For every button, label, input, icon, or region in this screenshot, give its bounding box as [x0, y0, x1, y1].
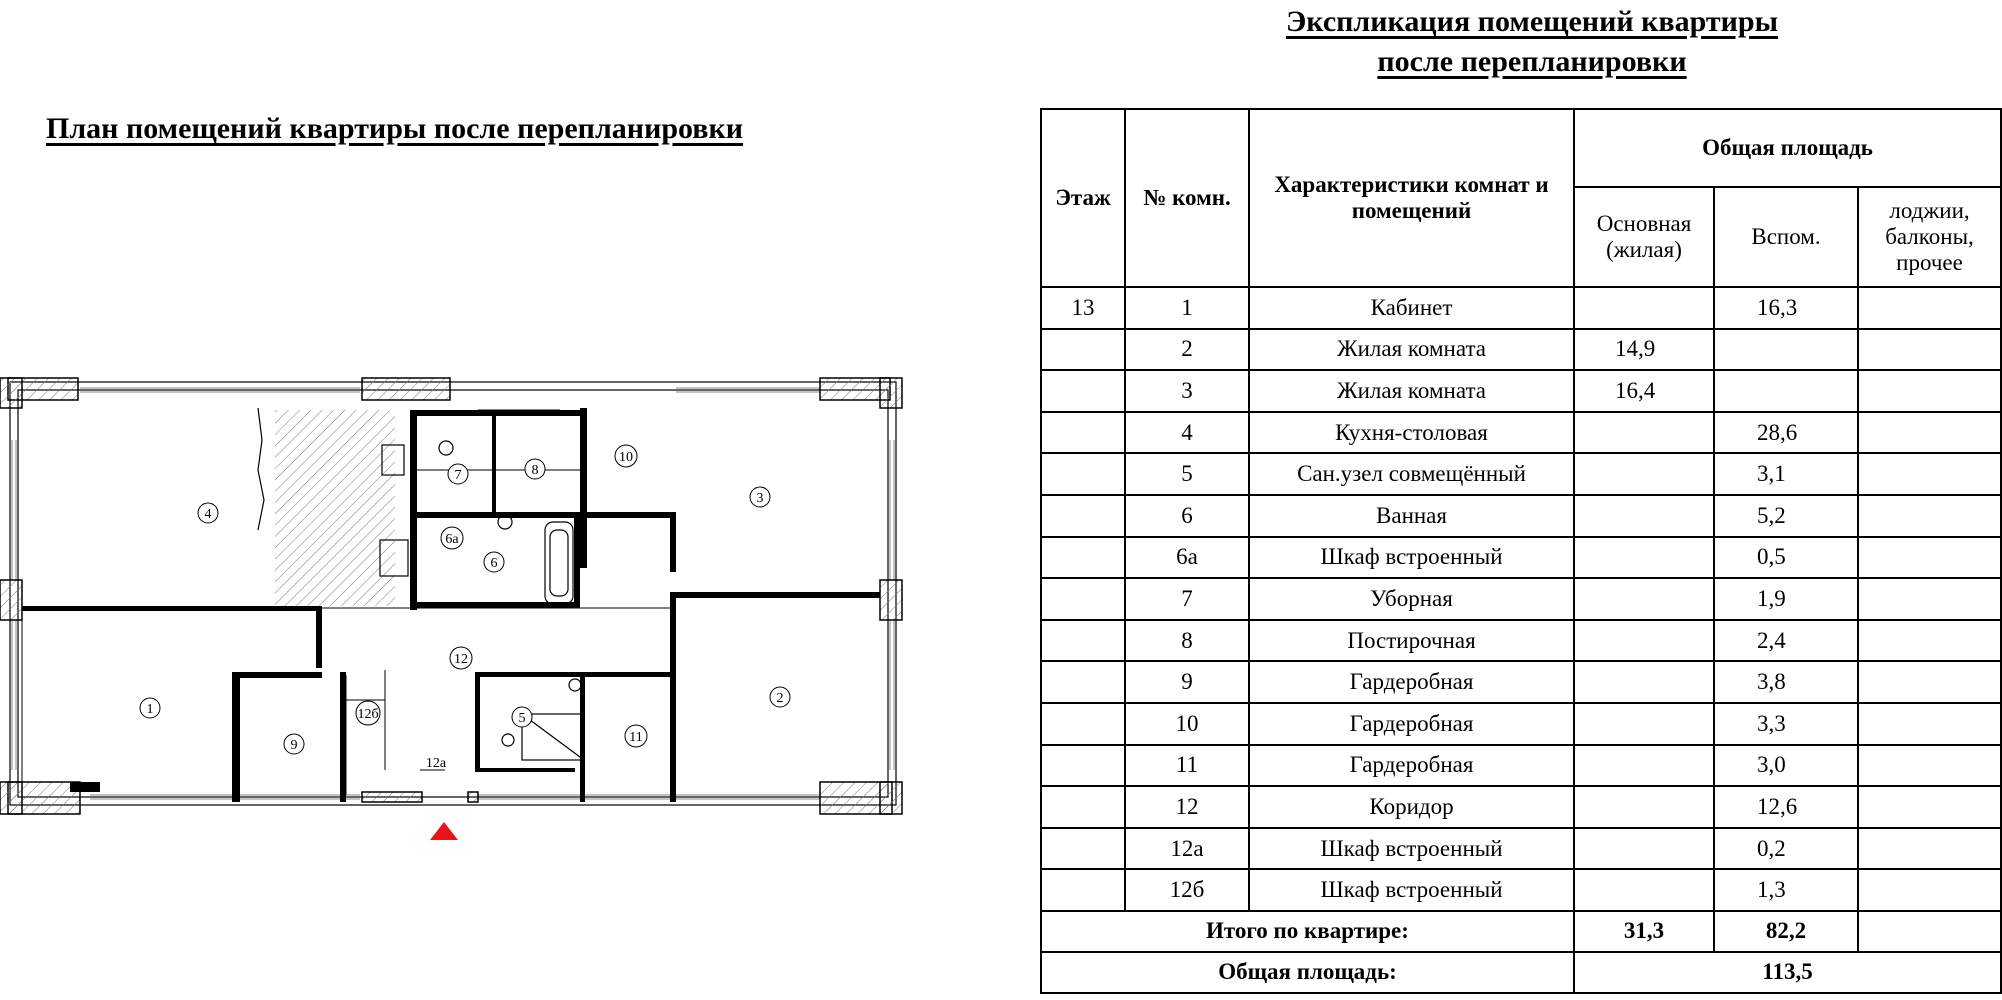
cell-aux: 3,0 [1714, 745, 1858, 787]
cell-main [1574, 786, 1714, 828]
cell-floor [1041, 329, 1125, 371]
cell-other [1858, 786, 2001, 828]
header-room-no: № комн. [1125, 109, 1249, 287]
cell-other [1858, 745, 2001, 787]
cell-no: 9 [1125, 661, 1249, 703]
svg-text:12б: 12б [357, 707, 379, 722]
cell-no: 12а [1125, 828, 1249, 870]
table-row [1041, 453, 2001, 495]
table-row [1041, 869, 2001, 911]
table-row [1041, 661, 2001, 703]
svg-text:2: 2 [776, 691, 784, 706]
cell-other [1858, 828, 2001, 870]
cell-no: 6а [1125, 537, 1249, 579]
table-row [1041, 495, 2001, 537]
svg-text:8: 8 [531, 463, 539, 478]
cell-aux: 5,2 [1714, 495, 1858, 537]
cell-name: Шкаф встроенный [1249, 869, 1574, 911]
overall-value: 113,5 [1574, 952, 2001, 993]
cell-no: 8 [1125, 620, 1249, 662]
cell-floor [1041, 495, 1125, 537]
room-label-9 [284, 734, 304, 754]
table-row [1041, 828, 2001, 870]
room-label-12 [450, 647, 472, 669]
cell-aux: 16,3 [1714, 287, 1858, 329]
cell-floor [1041, 412, 1125, 454]
cell-other [1858, 370, 2001, 412]
table-row [1041, 786, 2001, 828]
cell-main [1574, 661, 1714, 703]
svg-text:12а: 12а [425, 756, 447, 771]
overall-row [1041, 952, 2001, 993]
cell-aux: 3,1 [1714, 453, 1858, 495]
cell-no: 10 [1125, 703, 1249, 745]
cell-name: Коридор [1249, 786, 1574, 828]
explication-table [1040, 108, 2002, 994]
cell-main [1574, 828, 1714, 870]
cell-floor: 13 [1041, 287, 1125, 329]
cell-name: Кухня-столовая [1249, 412, 1574, 454]
room-label-5 [512, 707, 532, 727]
entrance-marker [430, 822, 458, 840]
cell-aux: 3,3 [1714, 703, 1858, 745]
explication-title-line2: после перепланировки [1377, 45, 1687, 78]
cell-floor [1041, 370, 1125, 412]
cell-main [1574, 537, 1714, 579]
cell-main [1574, 620, 1714, 662]
cell-no: 4 [1125, 412, 1249, 454]
table-row [1041, 537, 2001, 579]
cell-aux: 12,6 [1714, 786, 1858, 828]
table-row [1041, 620, 2001, 662]
cell-aux: 1,9 [1714, 578, 1858, 620]
svg-text:9: 9 [290, 738, 298, 753]
cell-floor [1041, 745, 1125, 787]
header-main: Основная (жилая) [1574, 187, 1714, 287]
cell-floor [1041, 703, 1125, 745]
header-floor: Этаж [1041, 109, 1125, 287]
svg-text:1: 1 [146, 702, 154, 717]
room-label-3 [750, 487, 770, 507]
cell-no: 3 [1125, 370, 1249, 412]
cell-no: 11 [1125, 745, 1249, 787]
cell-aux [1714, 329, 1858, 371]
room-label-10 [615, 445, 637, 467]
total-other [1858, 911, 2001, 952]
cell-floor [1041, 578, 1125, 620]
cell-aux [1714, 370, 1858, 412]
header-aux: Вспом. [1714, 187, 1858, 287]
cell-floor [1041, 453, 1125, 495]
svg-text:5: 5 [518, 711, 526, 726]
table-row [1041, 745, 2001, 787]
cell-floor [1041, 869, 1125, 911]
cell-other [1858, 620, 2001, 662]
table-row [1041, 370, 2001, 412]
cell-name: Кабинет [1249, 287, 1574, 329]
svg-text:3: 3 [756, 491, 764, 506]
cell-no: 5 [1125, 453, 1249, 495]
room-label-2 [770, 687, 790, 707]
plan-title: План помещений квартиры после перепланировки [46, 112, 744, 145]
table-row [1041, 412, 2001, 454]
svg-text:11: 11 [629, 730, 643, 745]
cell-aux: 1,3 [1714, 869, 1858, 911]
cell-main [1574, 287, 1714, 329]
cell-aux: 2,4 [1714, 620, 1858, 662]
table-row [1041, 287, 2001, 329]
cell-name: Постирочная [1249, 620, 1574, 662]
cell-aux: 28,6 [1714, 412, 1858, 454]
room-label-7 [448, 464, 468, 484]
svg-text:6: 6 [490, 556, 498, 571]
cell-other [1858, 703, 2001, 745]
table-row [1041, 578, 2001, 620]
cell-other [1858, 287, 2001, 329]
cell-aux: 0,5 [1714, 537, 1858, 579]
cell-name: Гардеробная [1249, 745, 1574, 787]
cell-name: Гардеробная [1249, 703, 1574, 745]
cell-aux: 0,2 [1714, 828, 1858, 870]
cell-name: Жилая комната [1249, 370, 1574, 412]
total-row [1041, 911, 2001, 952]
room-label-6 [484, 552, 504, 572]
header-other: лоджии, балконы, прочее [1858, 187, 2001, 287]
cell-floor [1041, 537, 1125, 579]
cell-floor [1041, 786, 1125, 828]
cell-other [1858, 661, 2001, 703]
cell-main [1574, 495, 1714, 537]
cell-main [1574, 578, 1714, 620]
cell-main [1574, 703, 1714, 745]
cell-other [1858, 537, 2001, 579]
cell-main: 16,4 [1574, 370, 1714, 412]
cell-name: Уборная [1249, 578, 1574, 620]
svg-text:12: 12 [454, 652, 468, 667]
cell-no: 6 [1125, 495, 1249, 537]
cell-other [1858, 495, 2001, 537]
svg-text:6а: 6а [445, 532, 459, 547]
cell-no: 1 [1125, 287, 1249, 329]
cell-other [1858, 869, 2001, 911]
room-label-1 [140, 698, 160, 718]
room-label-12a [426, 756, 447, 771]
cell-other [1858, 412, 2001, 454]
cell-no: 2 [1125, 329, 1249, 371]
cell-main: 14,9 [1574, 329, 1714, 371]
cell-name: Жилая комната [1249, 329, 1574, 371]
cell-name: Сан.узел совмещённый [1249, 453, 1574, 495]
cell-other [1858, 329, 2001, 371]
cell-floor [1041, 828, 1125, 870]
cell-no: 7 [1125, 578, 1249, 620]
cell-main [1574, 745, 1714, 787]
cell-floor [1041, 620, 1125, 662]
overall-label: Общая площадь: [1041, 952, 1574, 993]
room-label-4 [198, 503, 218, 523]
explication-rows [1041, 287, 2001, 911]
cell-main [1574, 412, 1714, 454]
floor-plan [0, 370, 910, 850]
cell-aux: 3,8 [1714, 661, 1858, 703]
cell-main [1574, 453, 1714, 495]
table-row [1041, 703, 2001, 745]
svg-text:10: 10 [619, 450, 633, 465]
svg-text:4: 4 [204, 507, 212, 522]
cell-name: Ванная [1249, 495, 1574, 537]
table-row [1041, 329, 2001, 371]
total-aux: 82,2 [1714, 911, 1858, 952]
room-label-12b [356, 701, 380, 725]
total-main: 31,3 [1574, 911, 1714, 952]
cell-other [1858, 453, 2001, 495]
cell-name: Шкаф встроенный [1249, 828, 1574, 870]
header-characteristics: Характеристики комнат и помещений [1249, 109, 1574, 287]
explication-title [1172, 2, 1892, 82]
room-label-8 [525, 459, 545, 479]
cell-floor [1041, 661, 1125, 703]
svg-text:7: 7 [454, 468, 462, 483]
cell-name: Шкаф встроенный [1249, 537, 1574, 579]
explication-title-line1: Экспликация помещений квартиры [1285, 5, 1779, 38]
room-label-11 [625, 725, 647, 747]
room-label-6a [441, 527, 463, 549]
cell-no: 12б [1125, 869, 1249, 911]
cell-name: Гардеробная [1249, 661, 1574, 703]
total-label: Итого по квартире: [1041, 911, 1574, 952]
cell-main [1574, 869, 1714, 911]
cell-other [1858, 578, 2001, 620]
header-total-area: Общая площадь [1574, 109, 2001, 187]
cell-no: 12 [1125, 786, 1249, 828]
